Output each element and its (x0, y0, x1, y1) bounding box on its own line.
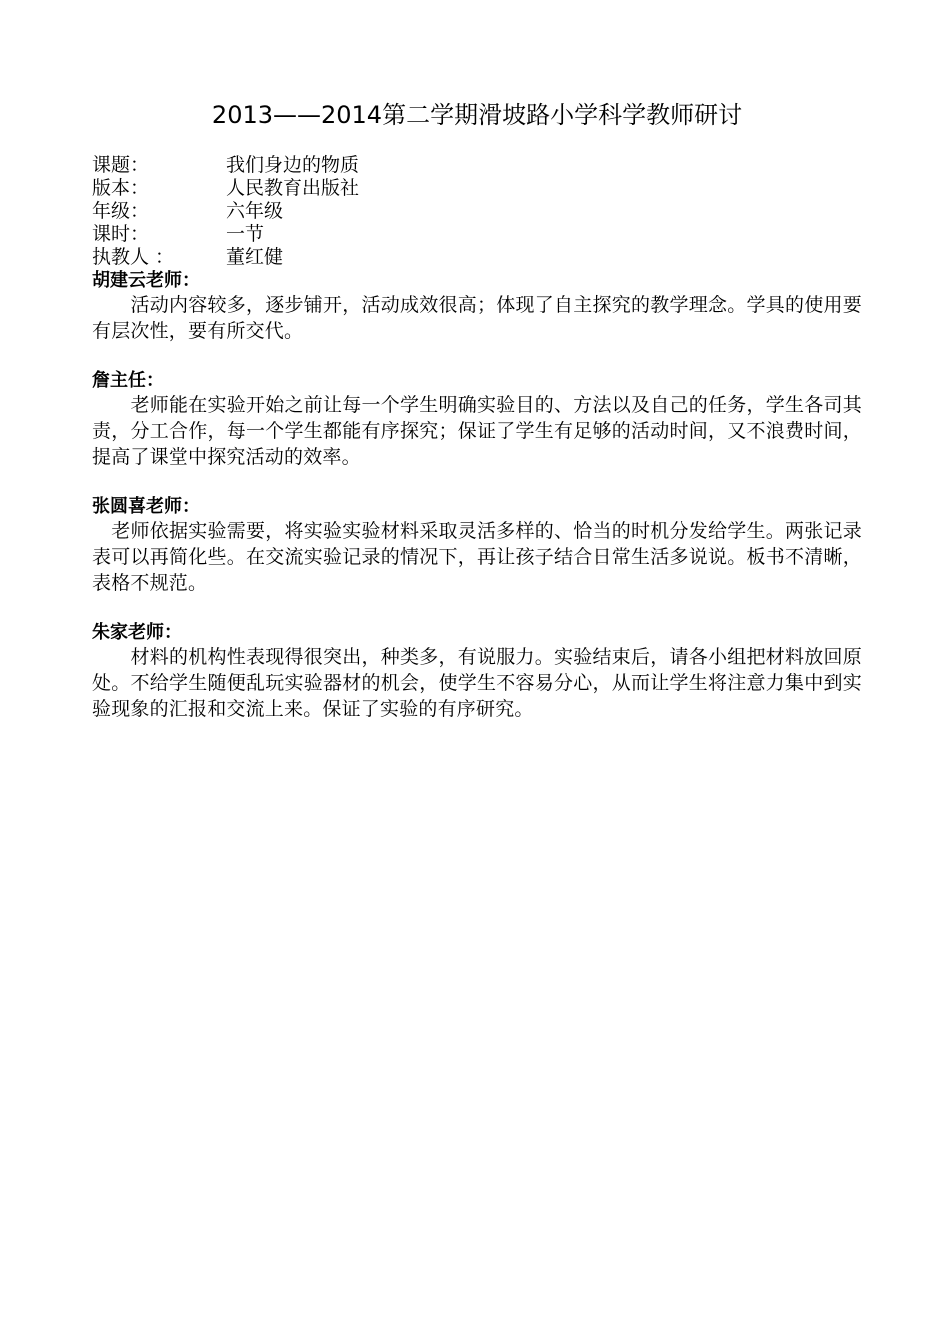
comment-text: 活动内容较多，逐步铺开，活动成效很高；体现了自主探究的教学理念。学具的使用要有层次性，要有所交代。 (92, 294, 862, 342)
meta-row-grade (92, 200, 862, 223)
comment-section (92, 269, 862, 344)
speaker-name: 朱家老师： (92, 622, 182, 643)
lesson-info (92, 154, 862, 269)
meta-value-edition: 人民教育出版社 (226, 177, 360, 199)
comment-section (92, 621, 862, 722)
comment-text: 老师能在实验开始之前让每一个学生明确实验目的、方法以及自己的任务，学生各司其责，分工合作，每一个学生都能有序探究；保证了学生有足够的活动时间，又不浪费时间，提高了课堂中探究活动的效率。 (92, 394, 862, 468)
comment-section (92, 495, 862, 596)
meta-row-edition (92, 177, 862, 200)
meta-label-period: 课时： (92, 223, 150, 245)
meta-label-grade: 年级： (92, 200, 150, 222)
meta-value-teacher: 董红健 (226, 246, 284, 268)
comment-section (92, 369, 862, 470)
comments (92, 269, 862, 722)
comment-text: 老师依据实验需要，将实验实验材料采取灵活多样的、恰当的时机分发给学生。两张记录表可以再简化些。在交流实验记录的情况下，再让孩子结合日常生活多说说。板书不清晰，表格不规范。 (92, 520, 862, 594)
meta-label-topic: 课题： (92, 154, 150, 176)
document-title: 2013——2014第二学期滑坡路小学科学教师研讨 (211, 101, 743, 129)
meta-value-topic: 我们身边的物质 (226, 154, 360, 176)
meta-row-period (92, 223, 862, 246)
comment-text: 材料的机构性表现得很突出，种类多，有说服力。实验结束后，请各小组把材料放回原处。不给学生随便乱玩实验器材的机会，使学生不容易分心，从而让学生将注意力集中到实验现象的汇报和交流上来。保证了实验的有序研究。 (92, 646, 862, 720)
speaker-name: 胡建云老师： (92, 270, 200, 291)
meta-row-topic (92, 154, 862, 177)
meta-label-teacher: 执教人 ： (92, 246, 175, 268)
speaker-name: 张圆喜老师： (92, 496, 200, 517)
meta-value-period: 一节 (226, 223, 265, 245)
speaker-name: 詹主任： (92, 370, 164, 391)
meta-value-grade: 六年级 (226, 200, 284, 222)
meta-label-edition: 版本： (92, 177, 150, 199)
meta-row-teacher (92, 246, 862, 269)
